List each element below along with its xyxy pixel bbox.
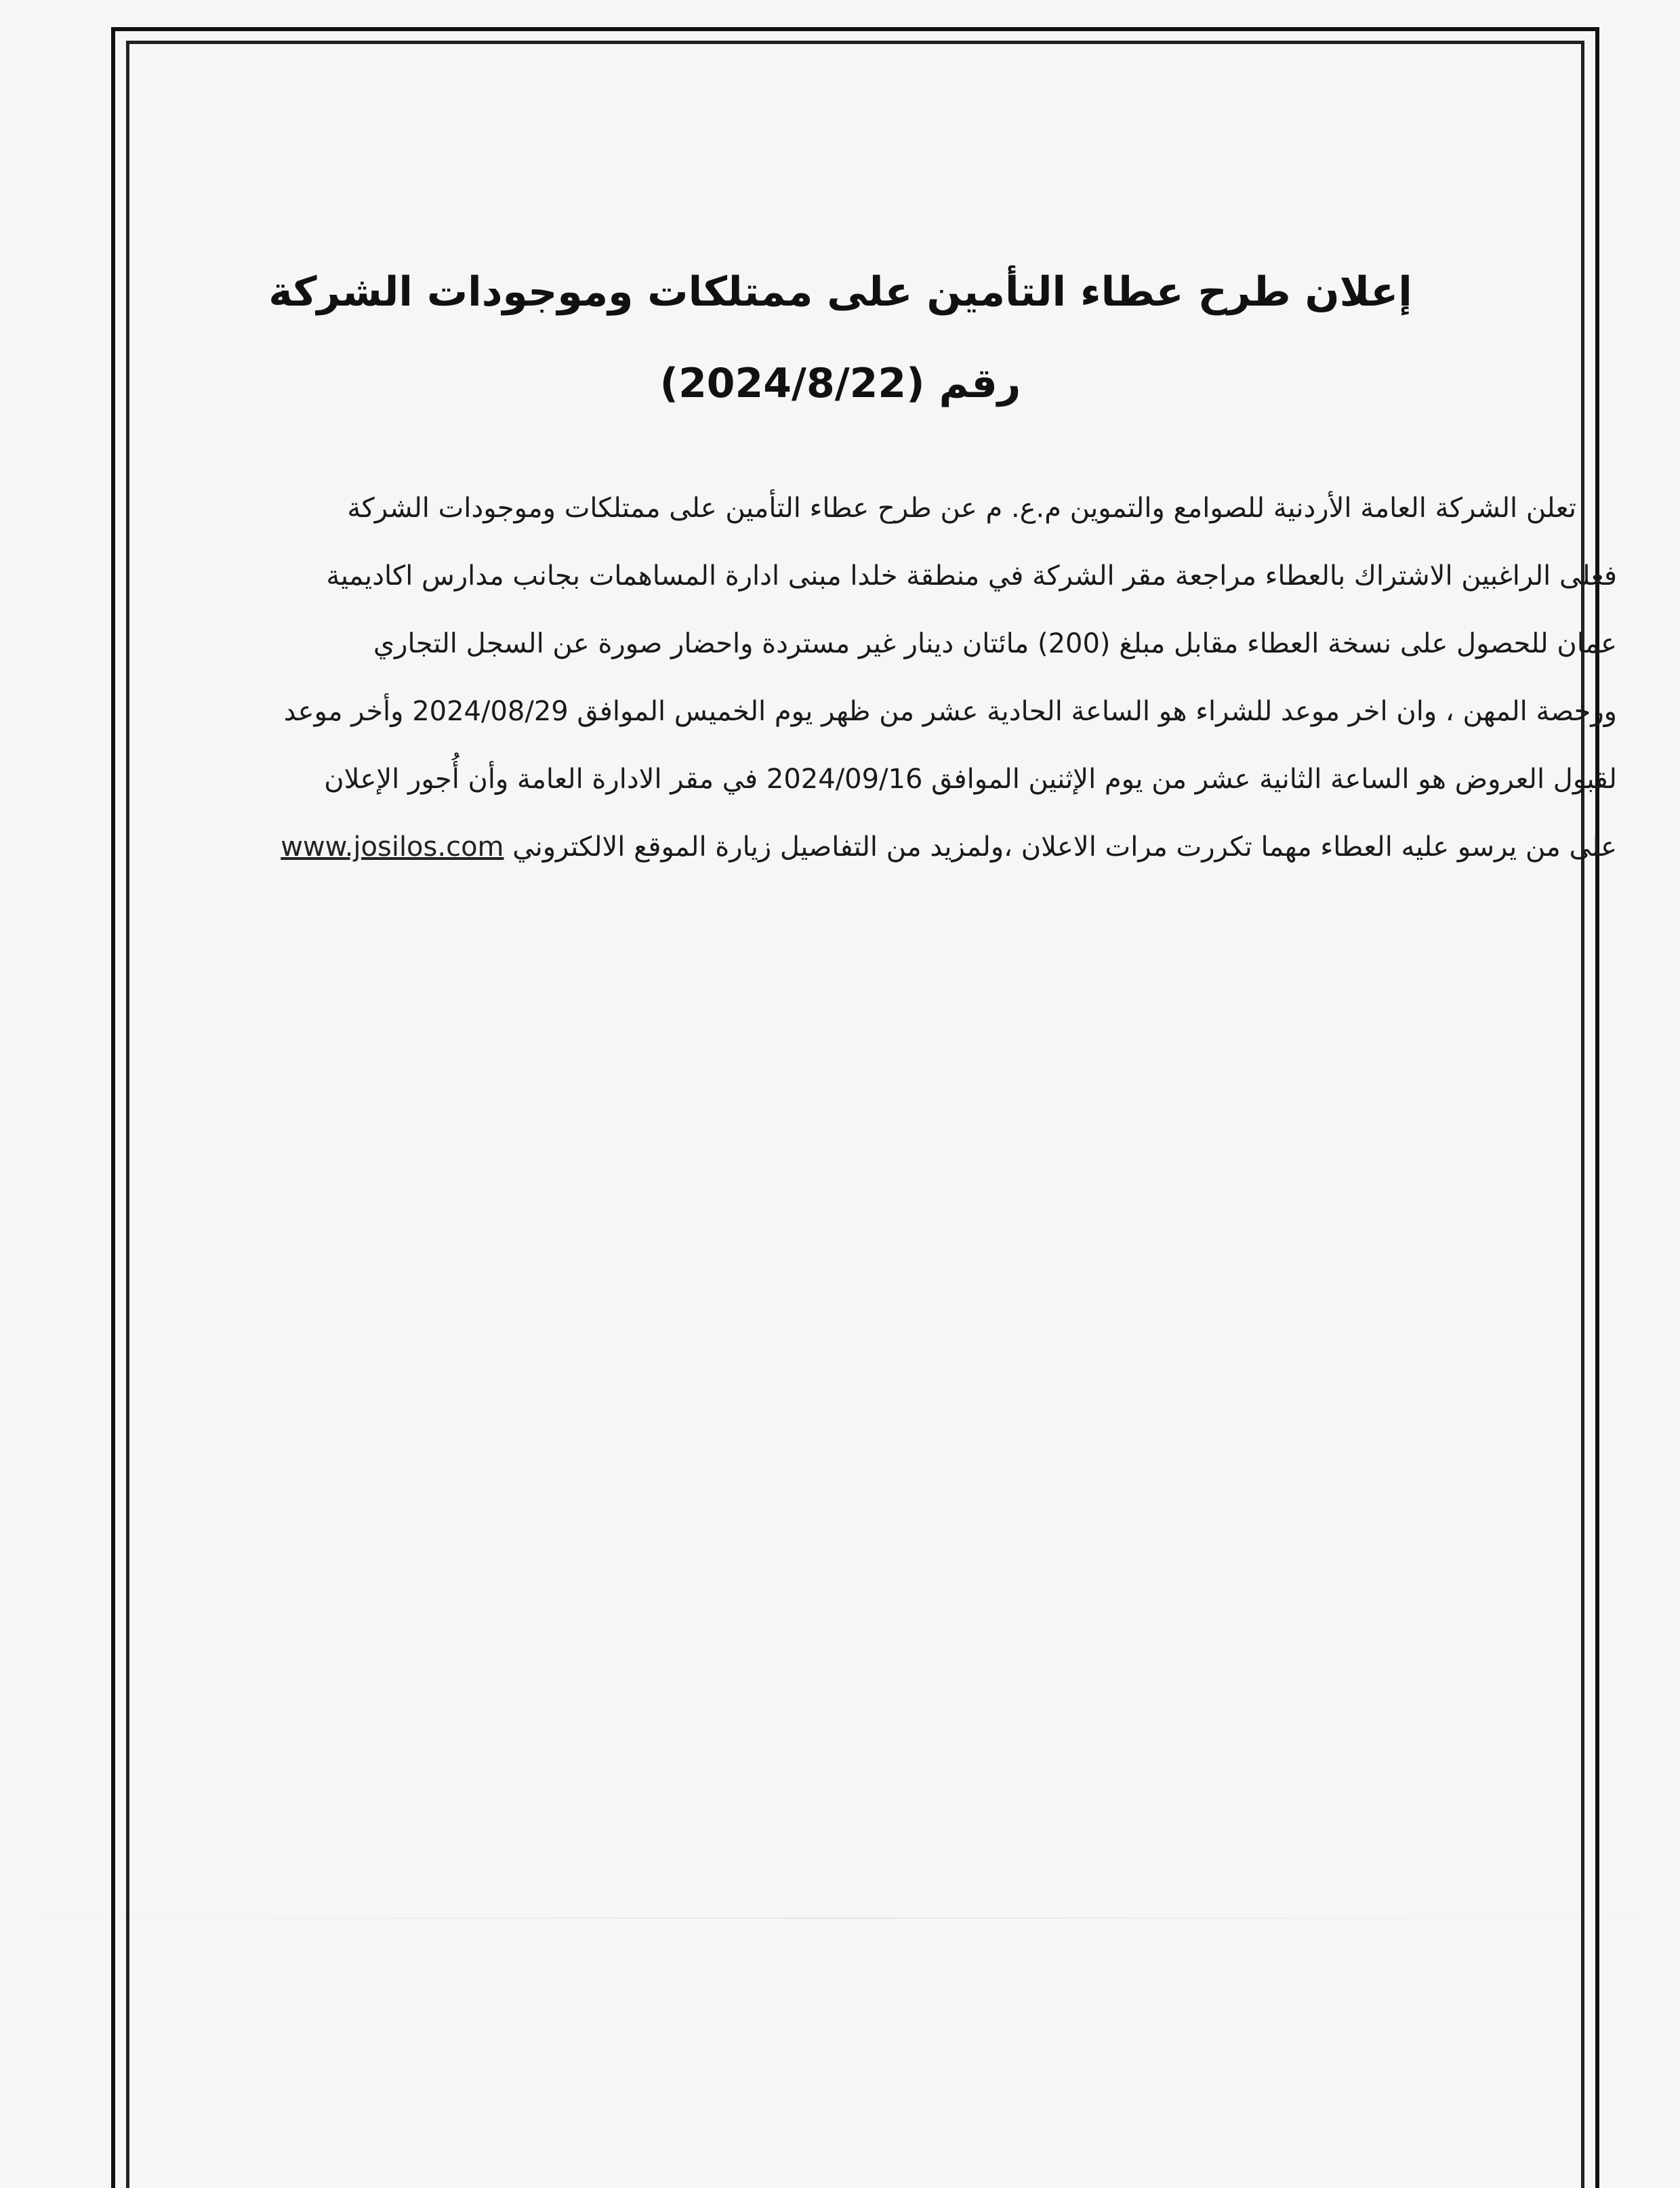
body-line-text: على من يرسو عليه العطاء مهما تكررت مرات الاعلان ،ولمزيد من التفاصيل زيارة الموقع الالكتروني xyxy=(512,831,1617,863)
website-link[interactable]: www.josilos.com xyxy=(281,831,504,863)
announcement-title: إعلان طرح عطاء التأمين على ممتلكات وموجودات الشركة xyxy=(268,268,1412,316)
body-line: تعلن الشركة العامة الأردنية للصوامع والتموين م.ع. م عن طرح عطاء التأمين على ممتلكات وموجودات الشركة xyxy=(347,493,1576,524)
body-line: لقبول العروض هو الساعة الثانية عشر من يوم الإثنين الموافق 2024/09/16 في مقر الادارة العامة وأن أُجور الإعلان xyxy=(324,764,1617,795)
body-line: ورخصة المهن ، وان اخر موعد للشراء هو الساعة الحادية عشر من ظهر يوم الخميس الموافق 2024/08/29 وأخر موعد xyxy=(283,696,1617,727)
body-line: عمان للحصول على نسخة العطاء مقابل مبلغ (200) مائتان دينار غير مستردة واحضار صورة عن السجل التجاري xyxy=(373,628,1617,659)
announcement-body xyxy=(136,474,1617,881)
fold-line xyxy=(0,1918,1680,1919)
announcement-number: رقم (2024/8/22) xyxy=(659,360,1021,407)
body-line: فعلى الراغبين الاشتراك بالعطاء مراجعة مقر الشركة في منطقة خلدا مبنى ادارة المساهمات بجانب مدارس اكاديمية xyxy=(326,560,1617,592)
body-line-last xyxy=(136,813,1617,881)
